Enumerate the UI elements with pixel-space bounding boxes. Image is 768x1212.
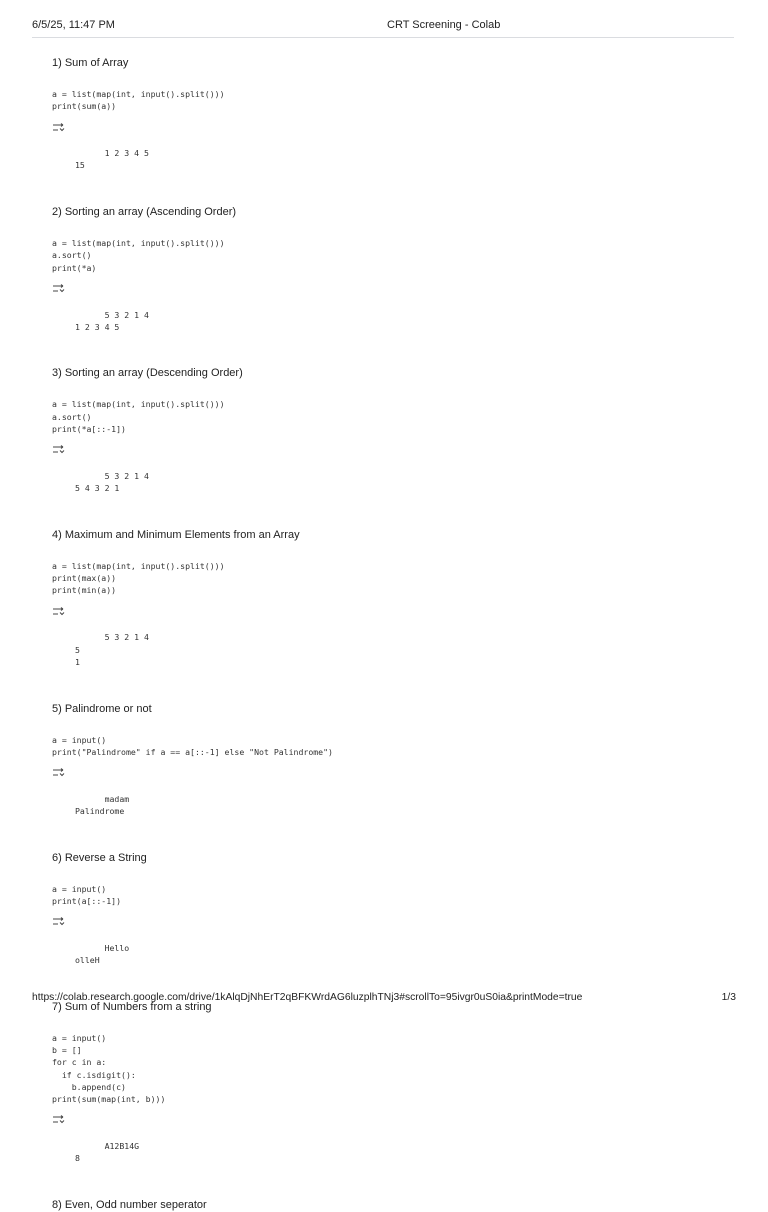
header-divider — [32, 37, 734, 38]
code-cell[interactable]: a = input() print(a[::-1]) — [52, 883, 122, 906]
section-heading: 7) Sum of Numbers from a string — [52, 1000, 212, 1013]
output-text: 5 3 2 1 4 1 2 3 4 5 — [75, 309, 149, 332]
section-heading: 8) Even, Odd number seperator — [52, 1198, 207, 1211]
output-text: 5 3 2 1 4 5 4 3 2 1 — [75, 470, 149, 494]
section-heading: 5) Palindrome or not — [52, 702, 152, 715]
document-title: CRT Screening - Colab — [387, 19, 501, 31]
page-header — [0, 0, 768, 40]
code-cell[interactable]: a = list(map(int, input().split())) a.sort() print(*a[::-1]) — [52, 399, 225, 435]
section-palindrome — [52, 702, 742, 830]
code-cell[interactable]: a = list(map(int, input().split())) print(max(a)) print(min(a)) — [52, 560, 225, 596]
section-heading: 1) Sum of Array — [52, 57, 129, 69]
code-cell[interactable]: a = input() b = [] for c in a: if c.isdigit(): b.append(c) print(sum(map(int, b))) — [52, 1032, 166, 1105]
code-cell[interactable]: a = list(map(int, input().split())) a.sort() print(*a) — [52, 238, 225, 273]
output-cell — [52, 1115, 742, 1176]
section-reverse-string — [52, 851, 742, 979]
section-heading: 6) Reverse a String — [52, 851, 147, 864]
section-sort-descending — [52, 366, 742, 506]
notebook-content — [52, 56, 742, 1212]
output-arrow-icon[interactable] — [52, 917, 66, 927]
page-footer — [0, 992, 768, 1012]
output-text: 1 2 3 4 5 15 — [75, 148, 149, 171]
output-arrow-icon[interactable] — [52, 445, 66, 455]
output-arrow-icon[interactable] — [52, 123, 66, 133]
output-text: Hello olleH — [75, 942, 130, 966]
page-number: 1/3 — [721, 992, 736, 1003]
section-sort-ascending — [52, 205, 742, 345]
output-text: A12B14G 8 — [75, 1141, 140, 1164]
section-max-min — [52, 528, 742, 681]
output-cell — [52, 123, 742, 184]
output-cell — [52, 917, 742, 978]
output-cell — [52, 284, 742, 345]
output-arrow-icon[interactable] — [52, 768, 66, 778]
output-text: 5 3 2 1 4 5 1 — [75, 632, 149, 667]
section-heading: 2) Sorting an array (Ascending Order) — [52, 206, 237, 219]
output-arrow-icon[interactable] — [52, 284, 66, 294]
output-text: madam Palindrome — [75, 793, 130, 816]
section-even-odd — [52, 1198, 742, 1212]
code-cell[interactable]: a = input() print("Palindrome" if a == a[::-1] else "Not Palindrome") — [52, 734, 333, 757]
section-heading: 3) Sorting an array (Descending Order) — [52, 367, 243, 380]
output-arrow-icon[interactable] — [52, 607, 66, 617]
output-cell — [52, 768, 742, 829]
section-heading: 4) Maximum and Minimum Elements from an Array — [52, 528, 300, 541]
section-sum-numbers-string — [52, 1000, 742, 1177]
code-cell[interactable]: a = list(map(int, input().split())) print(sum(a)) — [52, 89, 225, 112]
page-url[interactable]: https://colab.research.google.com/drive/1kAlqDjNhErT2qBFKWrdAG6luzplhTNj3#scrollTo=95ivgr0uS0ia&printMode=true — [32, 992, 583, 1003]
output-cell — [52, 607, 742, 681]
section-sum-of-array — [52, 56, 742, 184]
print-datetime: 6/5/25, 11:47 PM — [32, 19, 115, 31]
output-arrow-icon[interactable] — [52, 1115, 66, 1125]
output-cell — [52, 445, 742, 506]
